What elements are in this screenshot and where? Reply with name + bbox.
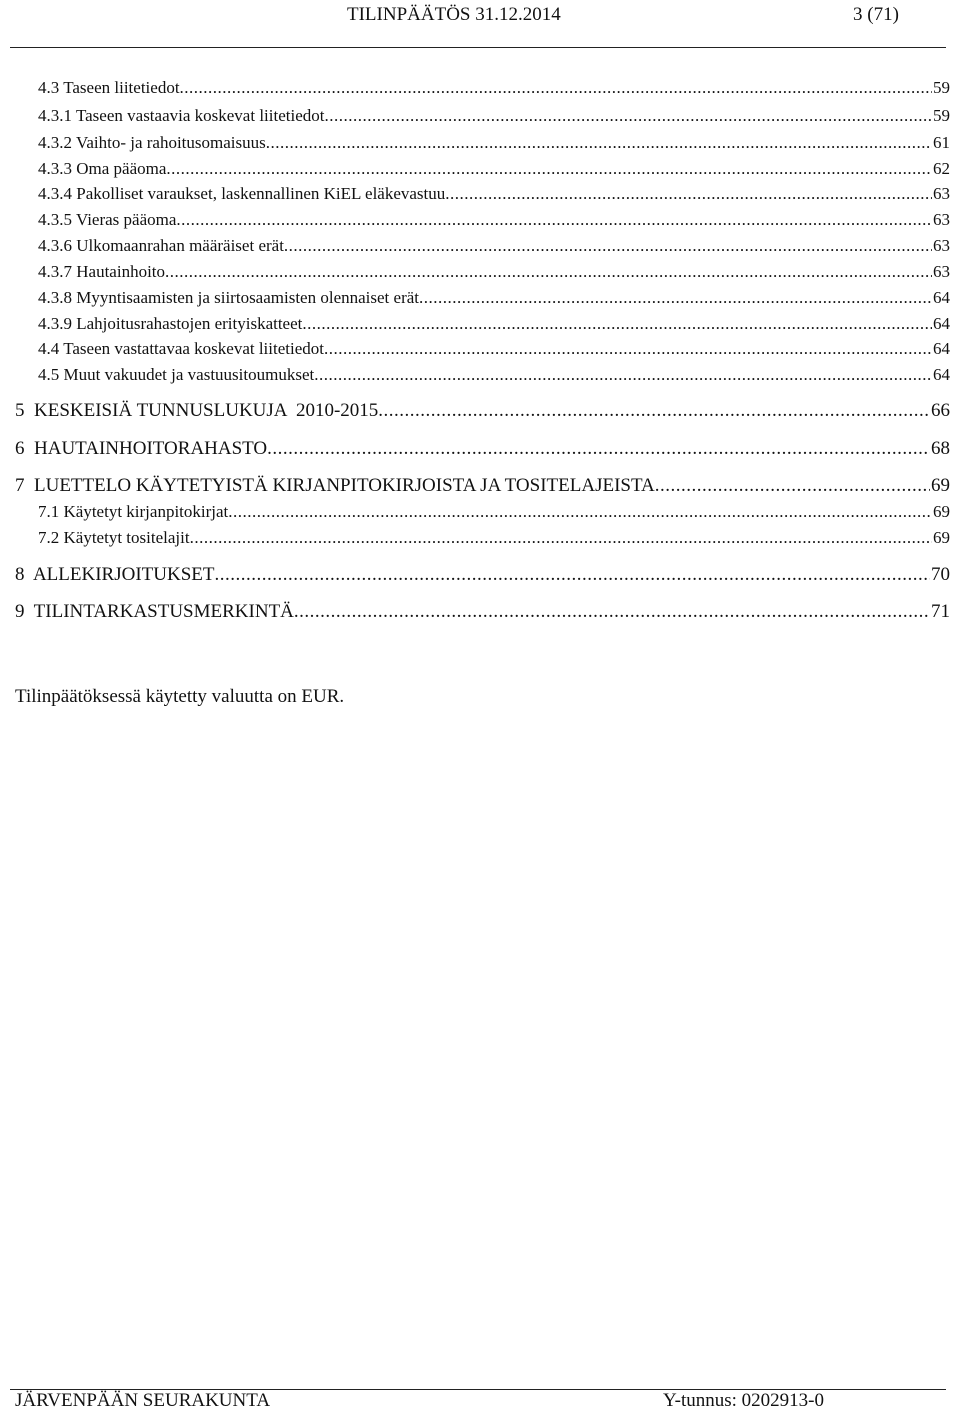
toc-entry-label: 8 ALLEKIRJOITUKSET — [15, 564, 215, 585]
header-divider — [10, 47, 946, 48]
toc-entry[interactable] — [38, 364, 950, 386]
toc-entry-label: 4.3.9 Lahjoitusrahastojen erityiskatteet — [38, 314, 303, 333]
toc-entry[interactable] — [38, 261, 950, 283]
toc-entry-label: 7 LUETTELO KÄYTETYISTÄ KIRJANPITOKIRJOISTA JA TOSITELAJEISTA — [15, 475, 655, 496]
toc-entry[interactable] — [15, 600, 950, 624]
toc-entry-page: 66 — [931, 400, 950, 421]
page-header — [0, 0, 960, 30]
toc-entry[interactable] — [38, 501, 950, 523]
toc-entry-label: 9 TILINTARKASTUSMERKINTÄ — [15, 601, 294, 622]
toc-entry[interactable] — [38, 183, 950, 205]
toc-entry-page: 62 — [933, 159, 950, 178]
toc-entry-page: 63 — [933, 210, 950, 229]
toc-entry-label: 4.3.6 Ulkomaanrahan määräiset erät — [38, 236, 284, 255]
toc-entry[interactable] — [38, 313, 950, 335]
toc-entry[interactable] — [15, 399, 950, 423]
document-title: TILINPÄÄTÖS 31.12.2014 — [347, 4, 561, 25]
toc-entry-label: 4.3 Taseen liitetiedot — [38, 78, 180, 97]
toc-entry-page: 69 — [931, 475, 950, 496]
toc-entry[interactable] — [38, 235, 950, 257]
toc-entry-label: 7.1 Käytetyt kirjanpitokirjat — [38, 502, 229, 521]
toc-entry[interactable] — [15, 437, 950, 461]
toc-entry[interactable] — [38, 77, 950, 99]
toc-entry-label: 7.2 Käytetyt tositelajit — [38, 528, 190, 547]
page-number: 3 (71) — [853, 4, 899, 25]
toc-entry-page: 63 — [933, 184, 950, 203]
toc-entry-page: 71 — [931, 601, 950, 622]
toc-entry[interactable] — [38, 105, 950, 127]
toc-entry-page: 64 — [933, 288, 950, 307]
toc-entry-label: 6 HAUTAINHOITORAHASTO — [15, 438, 268, 459]
toc-entry-label: 4.3.8 Myyntisaamisten ja siirtosaamisten olennaiset erät — [38, 288, 419, 307]
toc-entry-label: 4.3.4 Pakolliset varaukset, laskennallinen KiEL eläkevastuu — [38, 184, 446, 203]
currency-note: Tilinpäätöksessä käytetty valuutta on EUR. — [15, 686, 345, 707]
toc-entry-label: 4.3.7 Hautainhoito — [38, 262, 166, 281]
toc-entry-label: 4.3.3 Oma pääoma — [38, 159, 167, 178]
organization-name: JÄRVENPÄÄN SEURAKUNTA — [15, 1390, 271, 1411]
toc-entry[interactable] — [38, 132, 950, 154]
toc-entry-label: 4.5 Muut vakuudet ja vastuusitoumukset — [38, 365, 315, 384]
toc-entry-page: 59 — [933, 106, 950, 125]
toc-entry-label: 5 KESKEISIÄ TUNNUSLUKUJA 2010-2015 — [15, 400, 379, 421]
toc-entry-page: 59 — [933, 78, 950, 97]
toc-entry[interactable] — [15, 563, 950, 587]
toc-entry-label: 4.3.1 Taseen vastaavia koskevat liitetiedot — [38, 106, 325, 125]
toc-entry-page: 64 — [933, 339, 950, 358]
toc-entry[interactable] — [38, 158, 950, 180]
toc-entry[interactable] — [38, 527, 950, 549]
toc-entry-page: 70 — [931, 564, 950, 585]
toc-entry-page: 68 — [931, 438, 950, 459]
toc-entry-page: 69 — [933, 502, 950, 521]
toc-entry-page: 63 — [933, 236, 950, 255]
toc-entry[interactable] — [15, 474, 950, 498]
toc-entry[interactable] — [38, 209, 950, 231]
toc-entry-page: 61 — [933, 133, 950, 152]
toc-entry-page: 64 — [933, 365, 950, 384]
toc-entry-label: 4.4 Taseen vastattavaa koskevat liitetiedot — [38, 339, 324, 358]
toc-entry[interactable] — [38, 287, 950, 309]
toc-entry-page: 63 — [933, 262, 950, 281]
toc-entry[interactable] — [38, 338, 950, 360]
toc-entry-label: 4.3.2 Vaihto- ja rahoitusomaisuus — [38, 133, 266, 152]
toc-entry-page: 69 — [933, 528, 950, 547]
toc-entry-label: 4.3.5 Vieras pääoma — [38, 210, 177, 229]
business-id: Y-tunnus: 0202913-0 — [663, 1390, 824, 1411]
toc-entry-page: 64 — [933, 314, 950, 333]
